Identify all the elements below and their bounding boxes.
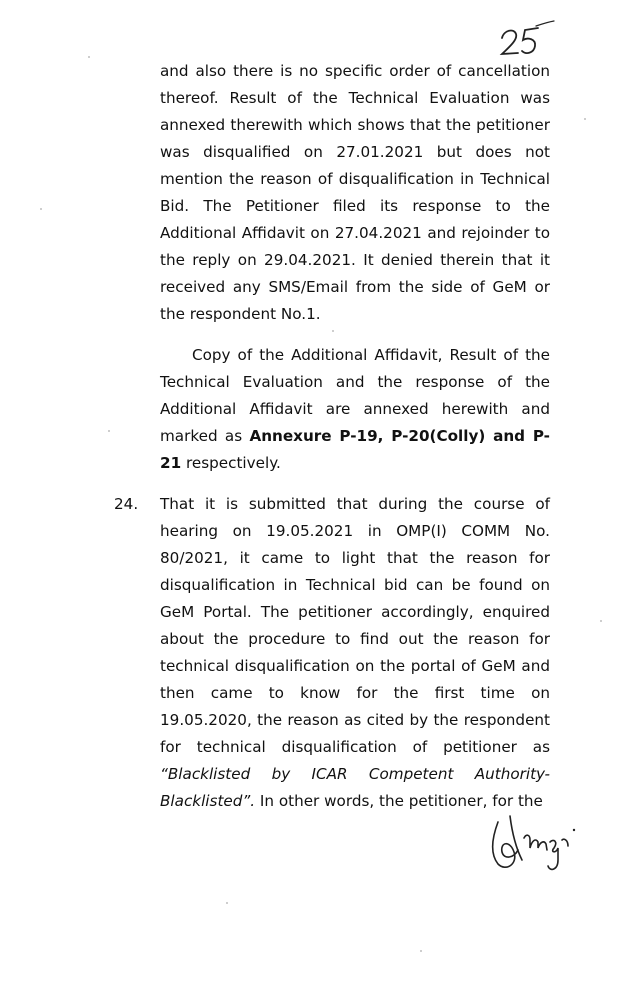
- blacklisted-quote: “Blacklisted by ICAR Competent Authority-Blacklisted”.: [160, 765, 550, 810]
- paragraph-number: 24.: [114, 495, 139, 513]
- scan-speck: [420, 950, 422, 952]
- paragraph-annexure: [160, 342, 550, 477]
- document-body: [114, 58, 550, 815]
- scan-speck: [332, 330, 334, 332]
- paragraph-24-text-b: In other words, the petitioner, for the: [255, 792, 543, 810]
- paragraph-continuation: and also there is no specific order of cancellation thereof. Result of the Technical Evaluation was annexed therewith which shows that the petitioner was disqualified on 27.01.2021 but does not mention the reason of disqualification in Technical Bid. The Petitioner filed its response to the Additional Affidavit on 27.04.2021 and rejoinder to the reply on 29.04.2021. It denied therein that it received any SMS/Email from the side of GeM or the respondent No.1.: [160, 62, 550, 323]
- paragraph-24-text: [160, 491, 550, 815]
- scan-speck: [40, 208, 42, 210]
- scan-speck: [584, 118, 586, 120]
- numbered-paragraph-24: [114, 491, 550, 815]
- scan-speck: [600, 620, 602, 622]
- scan-speck: [88, 56, 90, 58]
- annexure-references: Annexure P-19, P-20(Colly) and P-21: [160, 427, 550, 472]
- paragraph-24-text-a: That it is submitted that during the course of hearing on 19.05.2021 in OMP(I) COMM No. 80/2021, it came to light that the reason for disqualification in Technical bid can be found on GeM Portal. The petitioner accordingly, enquired about the procedure to find out the reason for technical disqualification on the portal of GeM and then came to know for the first time on 19.05.2020, the reason as cited by the respondent for technical disqualification of petitioner as: [160, 495, 550, 756]
- scan-speck: [108, 430, 110, 432]
- handwritten-page-number: [498, 18, 558, 60]
- paragraph-annexure-text-a: Copy of the Additional Affidavit, Result of the Technical Evaluation and the response of the Additional Affidavit are annexed herewith and marked as: [160, 346, 550, 445]
- handwritten-signature: [484, 808, 580, 880]
- paragraph-annexure-text-b: respectively.: [181, 454, 281, 472]
- scan-speck: [226, 902, 228, 904]
